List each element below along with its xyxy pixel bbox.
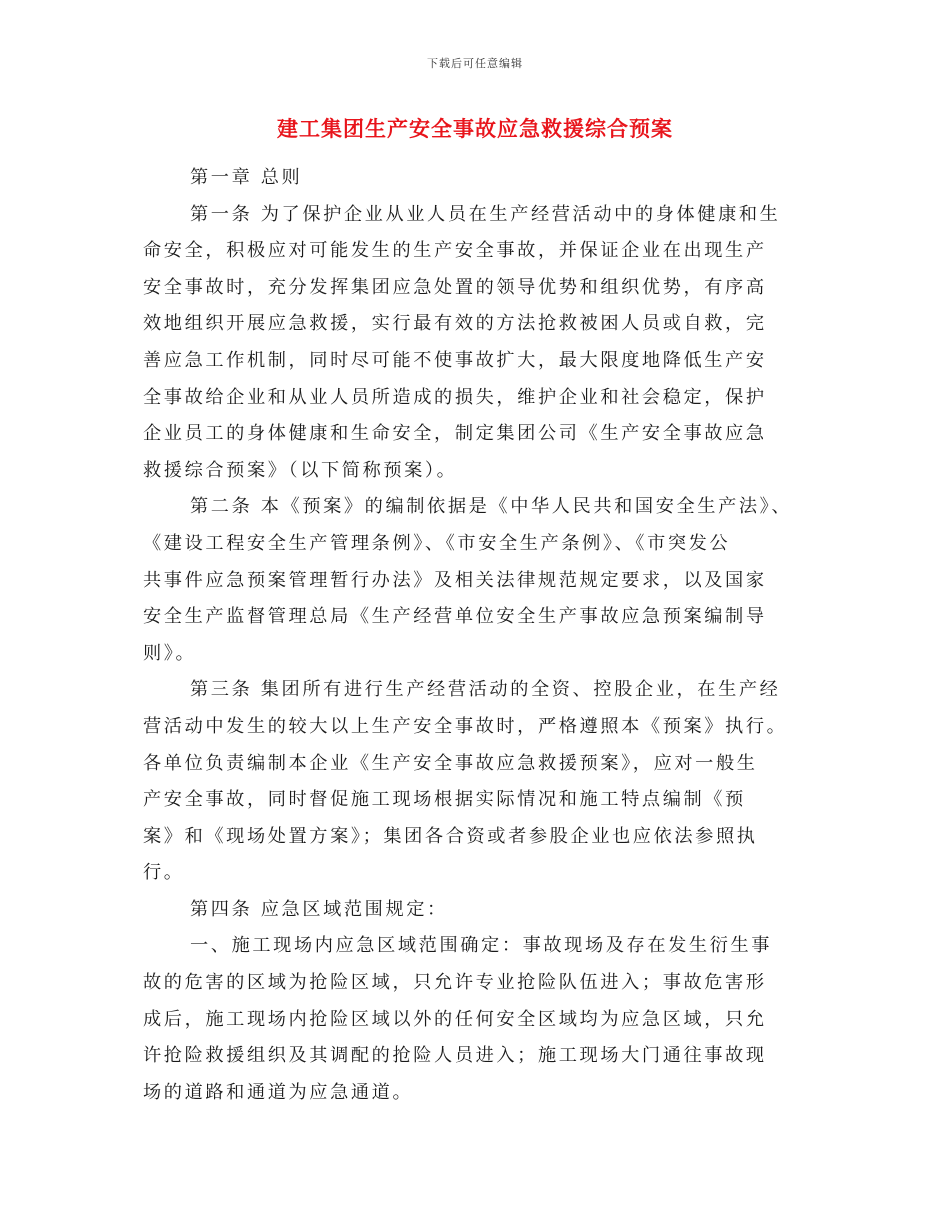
article-4-item-line: 故的危害的区域为抢险区域，只允许专业抢险队伍进入；事故危害形: [143, 972, 767, 994]
article-2-line: 安全生产监督管理总局《生产经营单位安全生产事故应急预案编制导: [143, 606, 767, 628]
article-2-line: 第二条 本《预案》的编制依据是《中华人民共和国安全生产法》、: [190, 496, 793, 518]
article-2-line: 《建设工程安全生产管理条例》、《市安全生产条例》、《市突发公: [143, 532, 731, 554]
article-3-line: 营活动中发生的较大以上生产安全事故时，严格遵照本《预案》执行。: [143, 715, 788, 737]
article-1-line: 救援综合预案》（以下简称预案）。: [143, 459, 458, 481]
article-4-item-line: 许抢险救援组织及其调配的抢险人员进入；施工现场大门通往事故现: [143, 1045, 767, 1067]
article-3-line: 产安全事故，同时督促施工现场根据实际情况和施工特点编制《预: [143, 789, 746, 811]
article-1-line: 效地组织开展应急救援，实行最有效的方法抢救被困人员或自救，完: [143, 313, 767, 335]
article-1-line: 第一条 为了保护企业从业人员在生产经营活动中的身体健康和生: [190, 203, 781, 225]
article-1-line: 善应急工作机制，同时尽可能不使事故扩大，最大限度地降低生产安: [143, 349, 767, 371]
article-4-item-line: 一、施工现场内应急区域范围确定：事故现场及存在发生衍生事: [190, 935, 773, 957]
article-4-item-line: 成后，施工现场内抢险区域以外的任何安全区域均为应急区域，只允: [143, 1008, 767, 1030]
article-4-line: 第四条 应急区域范围规定：: [190, 898, 448, 920]
header-note: 下载后可任意编辑: [427, 57, 523, 70]
article-3-line: 第三条 集团所有进行生产经营活动的全资、控股企业，在生产经: [190, 679, 781, 701]
article-1-line: 企业员工的身体健康和生命安全，制定集团公司《生产安全事故应急: [143, 423, 767, 445]
article-2-line: 则》。: [143, 642, 197, 664]
article-4-item-line: 场的道路和通道为应急通道。: [143, 1081, 414, 1103]
article-3-line: 各单位负责编制本企业《生产安全事故应急救援预案》，应对一般生: [143, 752, 758, 774]
article-2-line: 共事件应急预案管理暂行办法》及相关法律规范规定要求，以及国家: [143, 569, 767, 591]
article-3-line: 案》和《现场处置方案》；集团各合资或者参股企业也应依法参照执: [143, 825, 758, 847]
article-1-line: 命安全，积极应对可能发生的生产安全事故，并保证企业在出现生产: [143, 240, 767, 262]
document-title: 建工集团生产安全事故应急救援综合预案: [277, 116, 673, 141]
article-1-line: 全事故给企业和从业人员所造成的损失，维护企业和社会稳定，保护: [143, 386, 767, 408]
chapter-heading: 第一章 总则: [190, 167, 303, 188]
document-body: [143, 160, 823, 1111]
article-3-line: 行。: [143, 862, 185, 884]
article-1-line: 安全事故时，充分发挥集团应急处置的领导优势和组织优势，有序高: [143, 276, 767, 298]
